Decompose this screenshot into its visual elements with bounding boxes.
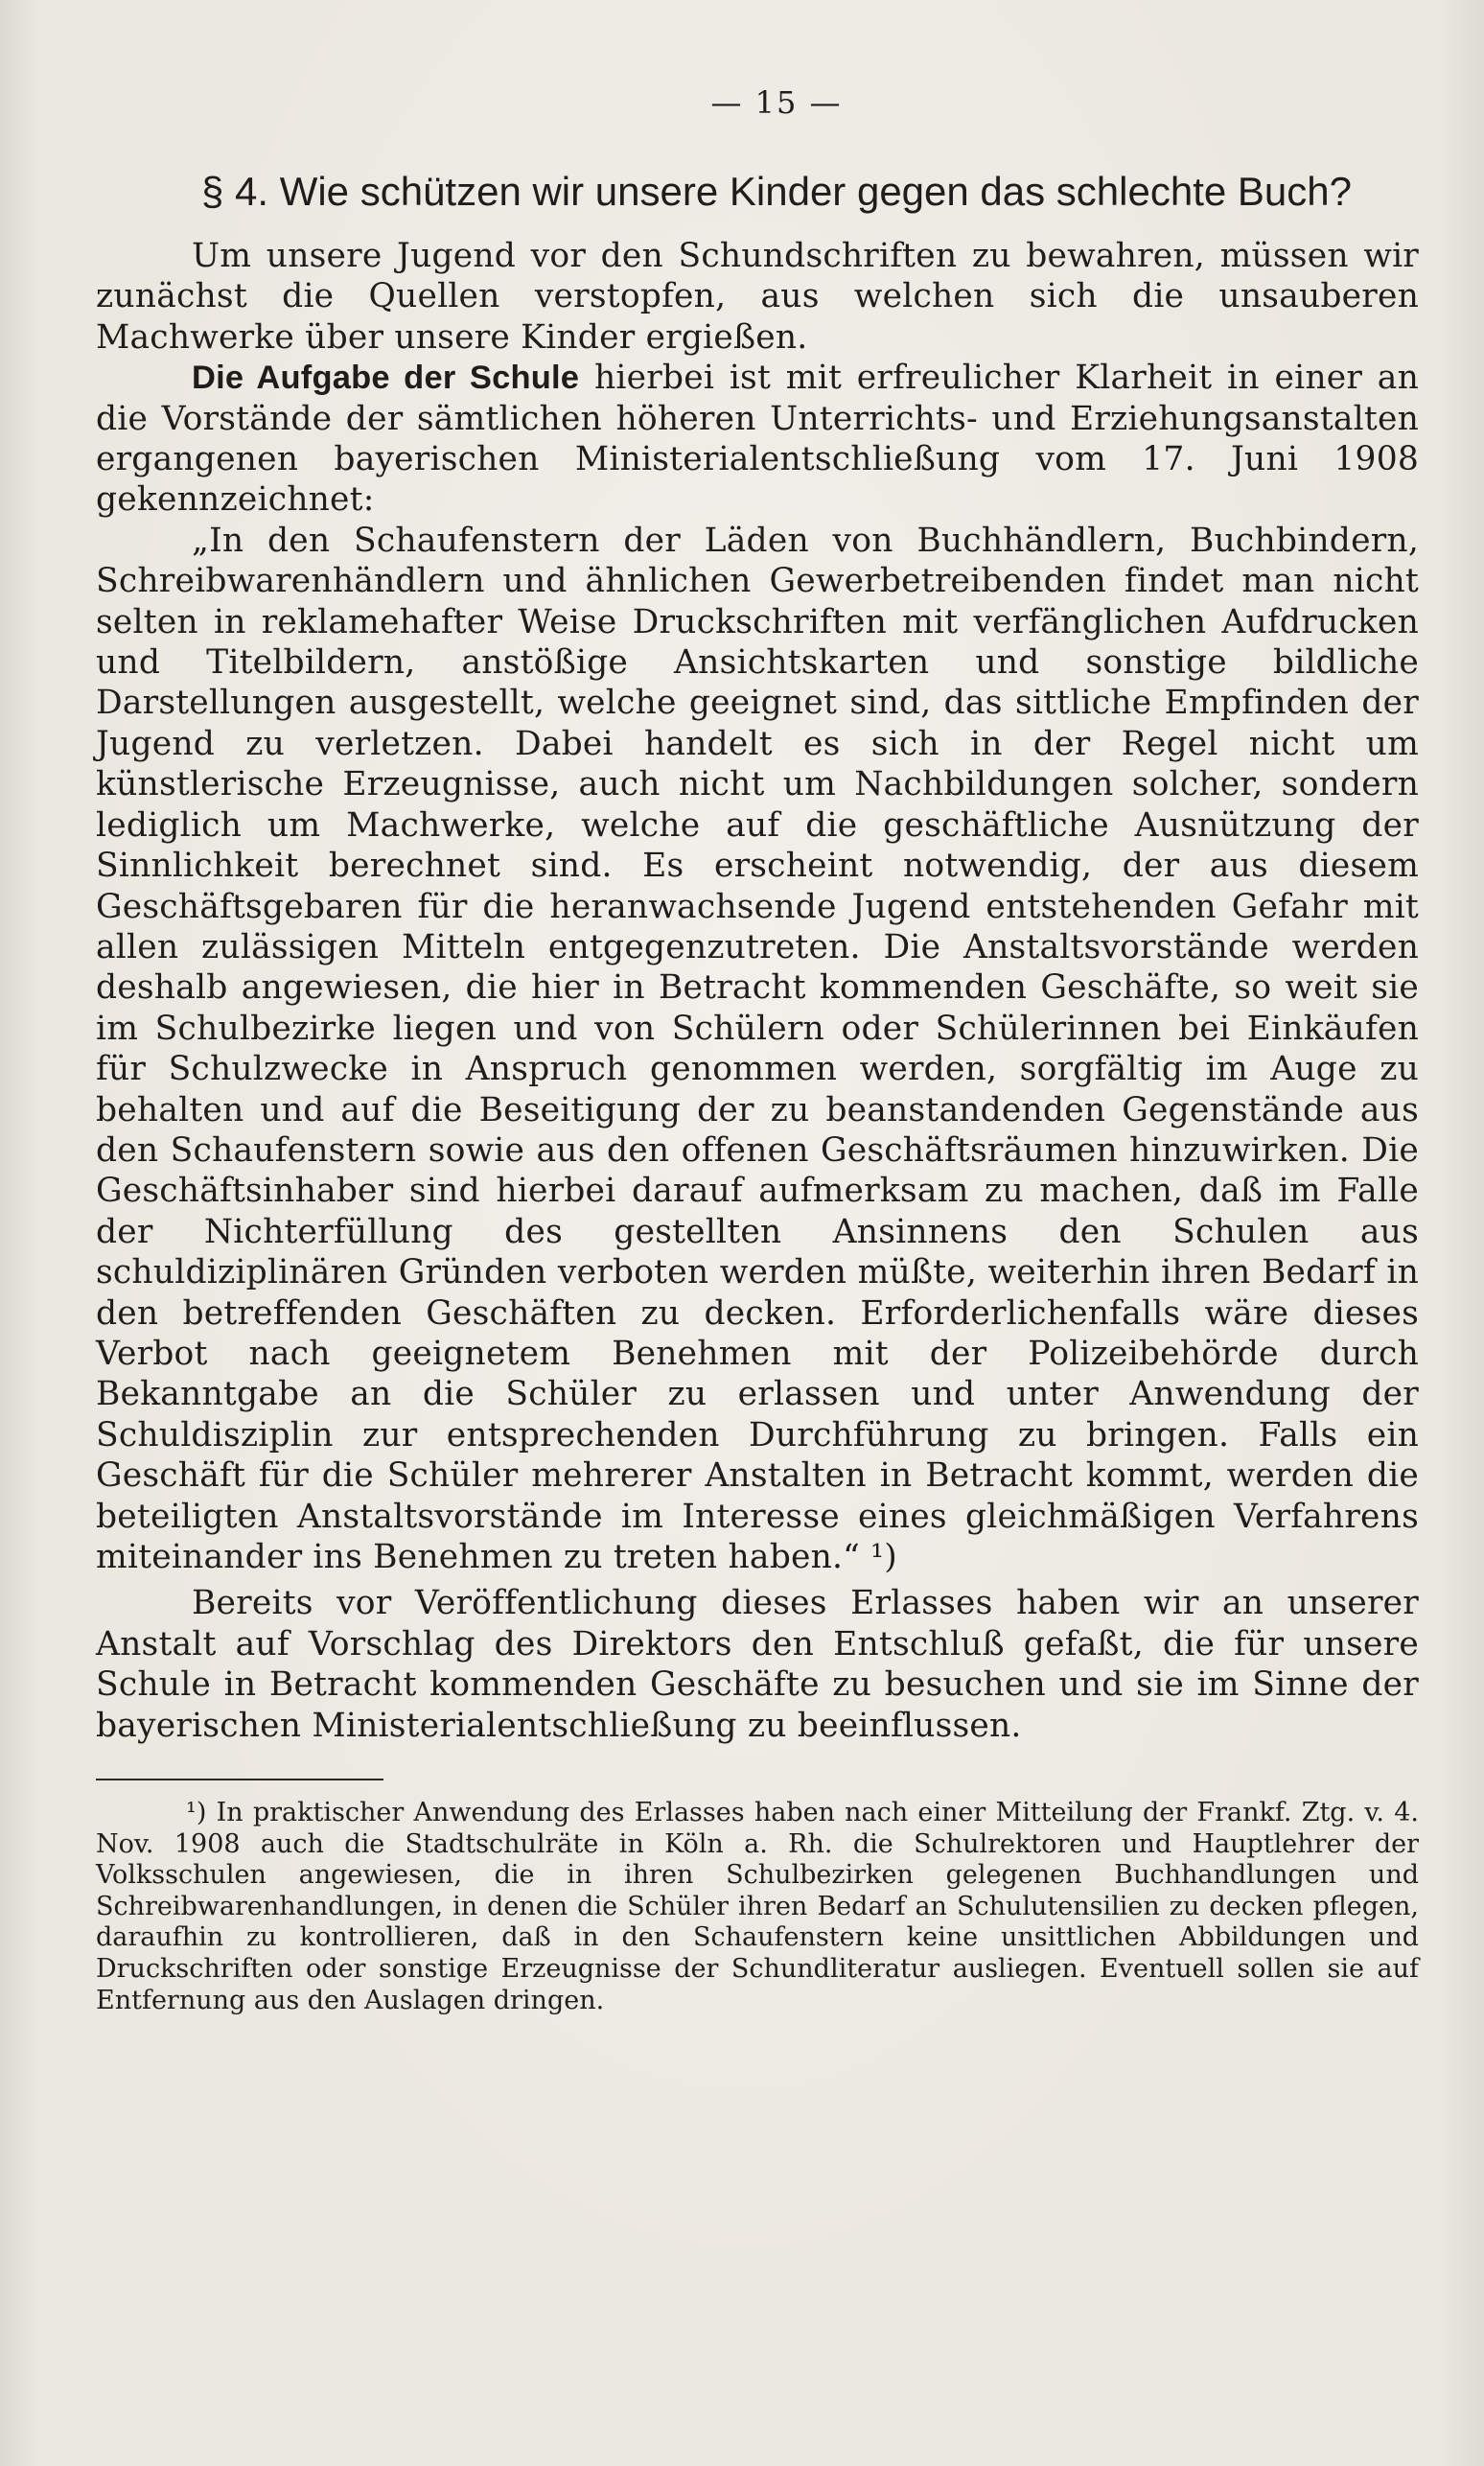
paragraph-school-action-text: Bereits vor Veröffentlichung dieses Erlasses haben wir an unserer Anstalt auf Vorschlag des Direktors den Entschluß gefaßt, die für unsere Schule in Betracht kommenden Geschäfte zu besuchen und sie im Sinne der bayerischen Ministerialentschließung zu beeinflussen. [96,1584,1419,1745]
ministerial-quote [96,521,1419,1578]
ministerial-quote-text: „In den Schaufenstern der Läden von Buchhändlern, Buchbindern, Schreibwarenhändlern und ähnlichen Gewerbetreibenden findet man nicht selten in reklamehafter Weise Druckschriften mit verfänglichen Aufdrucken und Titelbildern, anstößige Ansichtskarten und sonstige bildliche Darstellungen ausgestellt, welche geeignet sind, das sittliche Empfinden der Jugend zu verletzen. Dabei handelt es sich in der Regel nicht um künstlerische Erzeugnisse, auch nicht um Nachbildungen solcher, sondern lediglich um Machwerke, welche auf die geschäftliche Ausnützung der Sinnlichkeit berechnet sind. Es erscheint notwendig, der aus diesem Geschäftsgebaren für die heranwachsende Jugend entstehenden Gefahr mit allen zulässigen Mitteln entgegenzutreten. Die Anstaltsvorstände werden deshalb angewiesen, die hier in Betracht kommenden Geschäfte, so weit sie im Schulbezirke liegen und von Schülern oder Schülerinnen bei Einkäufen für Schulzwecke in Anspruch genommen werden, sorgfältig im Auge zu behalten und auf die Beseitigung der zu beanstandenden Gegenstände aus den Schaufenstern sowie aus den offenen Geschäftsräumen hinzuwirken. Die Geschäftsinhaber sind hierbei darauf aufmerksam zu machen, daß im Falle der Nichterfüllung des gestellten Ansinnens den Schulen aus schuldiziplinären Gründen verboten werden müßte, weiterhin ihren Bedarf in den betreffenden Geschäften zu decken. Erforderlichenfalls wäre dieses Verbot nach geeignetem Benehmen mit der Polizeibehörde durch Bekanntgabe an die Schüler zu erlassen und unter Anwendung der Schuldisziplin zur entsprechenden Durchführung zu bringen. Falls ein Geschäft für die Schüler mehrerer Anstalten in Betracht kommt, werden die beteiligten Anstaltsvorstände im Interesse eines gleichmäßigen Verfahrens miteinander ins Benehmen zu treten haben.“ ¹) [96,521,1419,1576]
footnote-text: ¹) In praktischer Anwendung des Erlasses haben nach einer Mitteilung der Frankf. Ztg. v. 4. Nov. 1908 auch die Stadtschulräte in Köln a. Rh. die Schulrektoren und Hauptlehrer der Volksschulen angewiesen, die in ihren Schulbezirken gelegenen Buchhandlungen und Schreibwarenhandlungen, in denen die Schüler ihren Bedarf an Schulutensilien zu decken pflegen, daraufhin zu kontrollieren, daß in den Schaufenstern keine unsittlichen Abbildungen und Druckschriften oder sonstige Erzeugnisse der Schundliteratur ausliegen. Eventuell sollen sie auf Entfernung aus den Auslagen dringen. [96,1798,1419,2015]
footnote [96,1798,1419,2016]
section-heading: § 4. Wie schützen wir unsere Kinder gegen das schlechte Buch? [200,169,1352,214]
paragraph-intro [96,236,1419,358]
emphasis-school-task: Die Aufgabe der Schule [192,360,580,397]
paragraph-school-task [96,358,1419,521]
paragraph-intro-text: Um unsere Jugend vor den Schundschriften zu bewahren, müssen wir zunächst die Quellen verstopfen, aus welchen sich die unsauberen Machwerke über unsere Kinder ergießen. [96,237,1419,357]
page-number: — 15 — [710,84,843,121]
paragraph-school-action [96,1583,1419,1746]
paragraph-school-task-text: hierbei ist mit erfreulicher Klarheit in einer an die Vorstände der sämtlichen höheren Unterrichts- und Erziehungsanstalten ergangenen bayerischen Ministerialentschließung vom 17. Juni 1908 gekennzeichnet: [96,359,1419,520]
page-content [96,84,1419,2016]
footnote-divider [96,1779,383,1780]
